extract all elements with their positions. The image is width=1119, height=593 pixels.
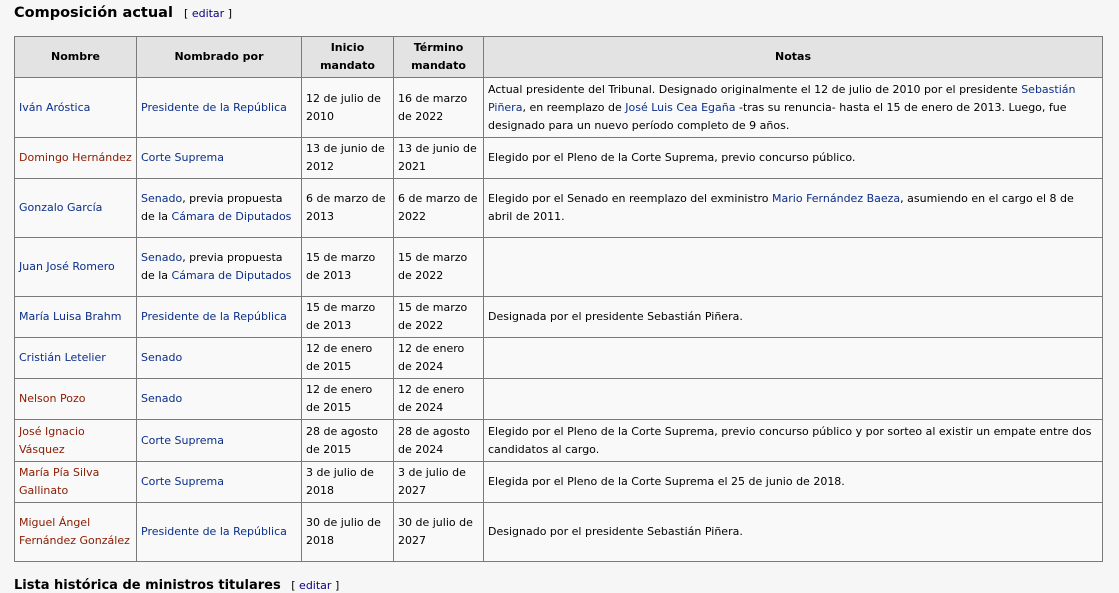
- cell-name: [15, 138, 137, 179]
- notes-text: -tras su renuncia- hasta el 15 de enero de 2013. Luego, fue designado para un nuevo período completo de 9 años.: [488, 100, 1067, 132]
- cell-end-date: 15 de marzo de 2022: [394, 238, 484, 297]
- table-row: [15, 179, 1103, 238]
- cell-start-date: 12 de enero de 2015: [302, 379, 394, 420]
- cell-appointed-by: [137, 78, 302, 138]
- appointed-by-link[interactable]: Senado: [141, 351, 183, 364]
- cell-notes: [484, 238, 1103, 297]
- notes-text: , en reemplazo de: [522, 100, 626, 114]
- edit-link[interactable]: editar: [191, 7, 225, 20]
- appointed-by-link[interactable]: Presidente de la República: [141, 100, 287, 114]
- cell-end-date: 3 de julio de 2027: [394, 462, 484, 503]
- notes-text: Elegido por el Pleno de la Corte Suprema, previo concurso público.: [488, 151, 856, 164]
- cell-name: [15, 179, 137, 238]
- table-row: [15, 420, 1103, 462]
- table-row: [15, 379, 1103, 420]
- minister-name-link[interactable]: José Ignacio Vásquez: [19, 424, 85, 456]
- appointed-by-link[interactable]: Senado: [141, 192, 183, 205]
- cell-start-date: 15 de marzo de 2013: [302, 238, 394, 297]
- appointed-by-link[interactable]: Presidente de la República: [141, 525, 287, 538]
- minister-name-link[interactable]: María Luisa Brahm: [19, 310, 122, 323]
- header-inicio[interactable]: Inicio mandato: [302, 37, 394, 78]
- table-row: [15, 78, 1103, 138]
- cell-start-date: 12 de enero de 2015: [302, 338, 394, 379]
- cell-notes: [484, 462, 1103, 503]
- cell-end-date: 30 de julio de 2027: [394, 503, 484, 562]
- table-body: [15, 78, 1103, 562]
- cell-notes: [484, 138, 1103, 179]
- cell-name: [15, 420, 137, 462]
- appointed-by-text: , previa propuesta de la: [141, 251, 283, 282]
- table-header-row: [15, 37, 1103, 78]
- appointed-by-link[interactable]: Presidente de la República: [141, 310, 287, 323]
- notes-text: Designada por el presidente Sebastián Piñera.: [488, 310, 743, 323]
- cell-appointed-by: [137, 503, 302, 562]
- cell-name: [15, 503, 137, 562]
- cell-notes: [484, 297, 1103, 338]
- notes-text: , asumiendo en el cargo el 8 de abril de 2011.: [488, 192, 1074, 223]
- table-row: [15, 462, 1103, 503]
- cell-start-date: 15 de marzo de 2013: [302, 297, 394, 338]
- cell-appointed-by: [137, 238, 302, 297]
- cell-end-date: 12 de enero de 2024: [394, 379, 484, 420]
- minister-name-link[interactable]: María Pía Silva Gallinato: [19, 466, 100, 497]
- cell-start-date: 30 de julio de 2018: [302, 503, 394, 562]
- cell-appointed-by: [137, 179, 302, 238]
- next-section-title: Lista histórica de ministros titulares: [14, 578, 281, 593]
- cell-notes: [484, 420, 1103, 462]
- table-row: [15, 297, 1103, 338]
- header-nombrado-por[interactable]: Nombrado por: [137, 37, 302, 78]
- cell-appointed-by: [137, 297, 302, 338]
- cell-notes: [484, 503, 1103, 562]
- minister-name-link[interactable]: Juan José Romero: [19, 260, 115, 273]
- section-heading: [14, 5, 232, 21]
- cell-end-date: 13 de junio de 2021: [394, 138, 484, 179]
- section-title: Composición actual: [14, 5, 173, 21]
- notes-link[interactable]: Mario Fernández Baeza: [772, 192, 901, 205]
- minister-name-link[interactable]: Iván Aróstica: [19, 100, 91, 114]
- minister-name-link[interactable]: Cristián Letelier: [19, 351, 106, 364]
- cell-end-date: 16 de marzo de 2022: [394, 78, 484, 138]
- cell-name: [15, 297, 137, 338]
- cell-name: [15, 379, 137, 420]
- appointed-by-link[interactable]: Senado: [141, 251, 183, 264]
- notes-text: Elegido por el Pleno de la Corte Suprema, previo concurso público y por sorteo al existir un empate entre dos candidatos al cargo.: [488, 424, 1092, 456]
- cell-notes: [484, 179, 1103, 238]
- cell-name: [15, 238, 137, 297]
- notes-text: Designado por el presidente Sebastián Piñera.: [488, 525, 743, 538]
- table-row: [15, 338, 1103, 379]
- cell-notes: [484, 379, 1103, 420]
- cell-appointed-by: [137, 338, 302, 379]
- notes-link[interactable]: Sebastián Piñera: [488, 82, 1076, 114]
- minister-name-link[interactable]: Miguel Ángel Fernández González: [19, 516, 130, 547]
- cell-notes: [484, 78, 1103, 138]
- cell-notes: [484, 338, 1103, 379]
- cell-name: [15, 78, 137, 138]
- notes-text: Elegido por el Senado en reemplazo del exministro: [488, 192, 773, 205]
- composition-table: [14, 36, 1103, 562]
- cell-start-date: 13 de junio de 2012: [302, 138, 394, 179]
- cell-end-date: 6 de marzo de 2022: [394, 179, 484, 238]
- cell-end-date: 28 de agosto de 2024: [394, 420, 484, 462]
- cell-end-date: 15 de marzo de 2022: [394, 297, 484, 338]
- appointed-by-link[interactable]: Corte Suprema: [141, 475, 224, 488]
- cell-appointed-by: [137, 138, 302, 179]
- header-termino[interactable]: Término mandato: [394, 37, 484, 78]
- cell-name: [15, 338, 137, 379]
- cell-appointed-by: [137, 420, 302, 462]
- cell-start-date: 6 de marzo de 2013: [302, 179, 394, 238]
- header-nombre[interactable]: Nombre: [15, 37, 137, 78]
- appointed-by-link[interactable]: Cámara de Diputados: [171, 210, 292, 223]
- table-row: [15, 138, 1103, 179]
- minister-name-link[interactable]: Nelson Pozo: [19, 392, 86, 405]
- appointed-by-link[interactable]: Corte Suprema: [141, 433, 224, 447]
- next-section-heading: [14, 578, 339, 593]
- cell-appointed-by: [137, 462, 302, 503]
- cell-start-date: 3 de julio de 2018: [302, 462, 394, 503]
- header-notas[interactable]: Notas: [484, 37, 1103, 78]
- appointed-by-link[interactable]: Cámara de Diputados: [171, 269, 292, 282]
- appointed-by-text: , previa propuesta de la: [141, 192, 283, 223]
- cell-appointed-by: [137, 379, 302, 420]
- notes-link[interactable]: José Luis Cea Egaña: [625, 100, 736, 114]
- minister-name-link[interactable]: Gonzalo García: [19, 201, 103, 214]
- appointed-by-link[interactable]: Senado: [141, 392, 183, 405]
- table-row: [15, 503, 1103, 562]
- cell-end-date: 12 de enero de 2024: [394, 338, 484, 379]
- cell-start-date: 28 de agosto de 2015: [302, 420, 394, 462]
- appointed-by-link[interactable]: Corte Suprema: [141, 151, 224, 164]
- notes-text: Elegida por el Pleno de la Corte Suprema el 25 de junio de 2018.: [488, 475, 845, 488]
- next-section-edit: [ editar ]: [291, 579, 340, 592]
- cell-name: [15, 462, 137, 503]
- section-edit: [ editar ]: [184, 7, 232, 20]
- cell-start-date: 12 de julio de 2010: [302, 78, 394, 138]
- notes-text: Actual presidente del Tribunal. Designado originalmente el 12 de julio de 2010 por el presidente: [488, 82, 1022, 96]
- table-row: [15, 238, 1103, 297]
- next-edit-link[interactable]: editar: [299, 579, 332, 592]
- minister-name-link[interactable]: Domingo Hernández: [19, 151, 132, 164]
